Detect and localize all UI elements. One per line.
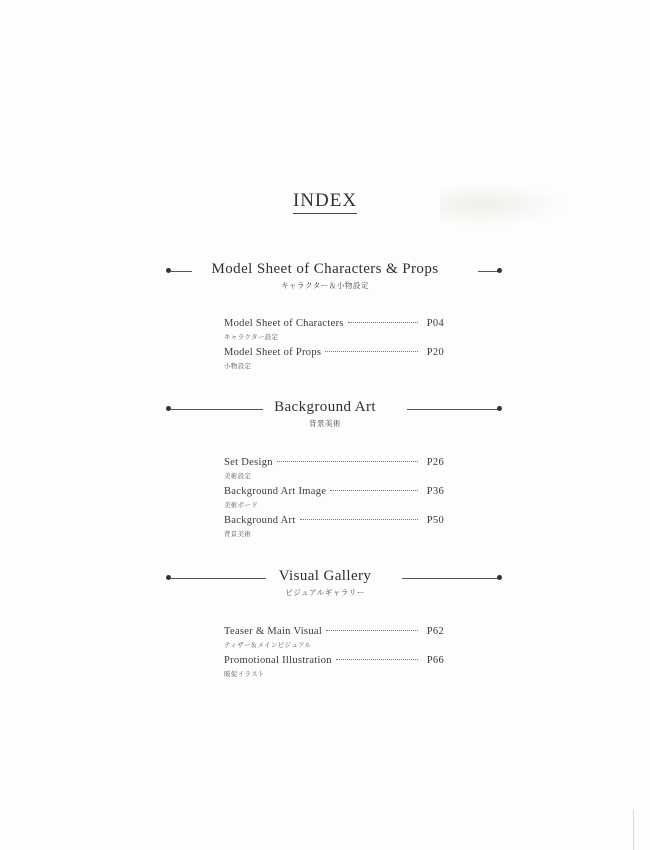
section-entries-visual-gallery: [224, 626, 444, 684]
entry-page-number: P50: [426, 515, 444, 526]
entry-page-number: P20: [426, 347, 444, 358]
index-heading: [0, 190, 650, 212]
section-subtitle: キャラクター＆小物設定: [281, 281, 369, 290]
toc-entry[interactable]: [224, 626, 444, 655]
index-heading-text: INDEX: [293, 190, 357, 214]
section-heading-characters-props: [0, 261, 650, 290]
entry-page-number: P62: [426, 626, 444, 637]
section-entries-characters-props: [224, 318, 444, 376]
section-title: Background Art: [274, 399, 376, 415]
toc-entry[interactable]: [224, 457, 444, 486]
section-subtitle: 背景美術: [309, 419, 341, 428]
entry-subtitle: 背景美術: [224, 531, 252, 538]
entry-subtitle: 美術ボード: [224, 502, 258, 509]
dot-leader: [326, 630, 418, 631]
section-title: Model Sheet of Characters & Props: [211, 261, 439, 277]
entry-subtitle: 販促イラスト: [224, 671, 265, 678]
toc-entry[interactable]: [224, 515, 444, 544]
section-heading-background-art: [0, 399, 650, 428]
section-entries-background-art: [224, 457, 444, 544]
dot-leader: [325, 351, 418, 352]
entry-page-number: P04: [426, 318, 444, 329]
dot-leader: [348, 322, 418, 323]
entry-title: Model Sheet of Characters: [224, 318, 344, 329]
entry-page-number: P26: [426, 457, 444, 468]
dot-leader: [300, 519, 418, 520]
entry-page-number: P36: [426, 486, 444, 497]
dot-leader: [330, 490, 418, 491]
dot-leader: [336, 659, 418, 660]
entry-title: Background Art: [224, 515, 296, 526]
section-title: Visual Gallery: [278, 568, 372, 584]
entry-title: Background Art Image: [224, 486, 327, 497]
section-heading-visual-gallery: [0, 568, 650, 597]
entry-subtitle: 美術設定: [224, 473, 252, 480]
entry-title: Set Design: [224, 457, 273, 468]
dot-leader: [277, 461, 418, 462]
entry-subtitle: キャラクター設定: [224, 334, 279, 341]
entry-title: Promotional Illustration: [224, 655, 332, 666]
toc-entry[interactable]: [224, 655, 444, 684]
entry-title: Teaser & Main Visual: [224, 626, 323, 637]
toc-entry[interactable]: [224, 347, 444, 376]
toc-entry[interactable]: [224, 318, 444, 347]
entry-subtitle: 小物設定: [224, 363, 252, 370]
entry-title: Model Sheet of Props: [224, 347, 322, 358]
toc-entry[interactable]: [224, 486, 444, 515]
entry-subtitle: ティザー＆メインビジュアル: [224, 642, 312, 649]
section-subtitle: ビジュアルギャラリー: [285, 588, 365, 597]
entry-page-number: P66: [426, 655, 444, 666]
page-edge: [633, 810, 634, 850]
